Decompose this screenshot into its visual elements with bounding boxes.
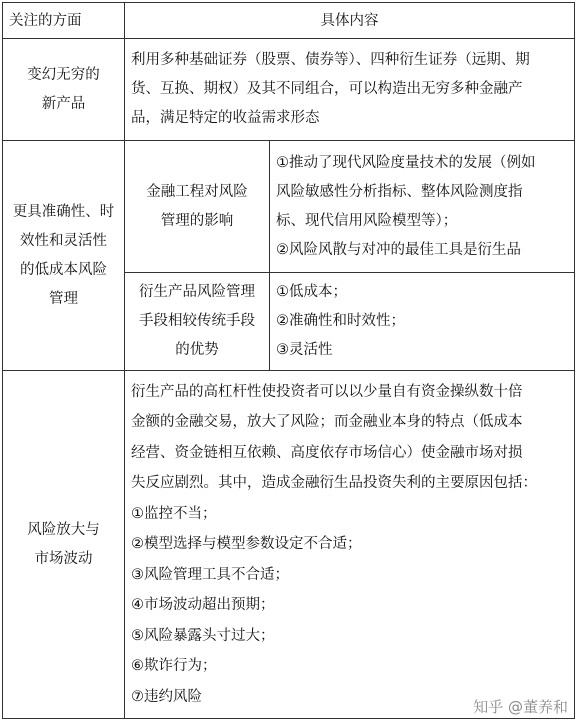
row3-aspect-line: 风险放大与 xyxy=(27,521,100,538)
sub1-content-line: ①推动了现代风险度量技术的发展（例如 xyxy=(276,154,536,171)
row2-aspect-line: 效性和灵活性 xyxy=(20,232,107,249)
sub1-label-line: 金融工程对风险 xyxy=(146,183,248,200)
row3-content-line: ①监控不当； xyxy=(131,505,217,522)
sub1-content-line: ②风险风散与对冲的最佳工具是衍生品 xyxy=(276,241,521,258)
sub2-content-line: ③灵活性 xyxy=(276,342,333,358)
row1-aspect-line: 变幻无穷的 xyxy=(27,66,100,83)
row3-content-line: ⑦违约风险 xyxy=(131,688,202,705)
table-row xyxy=(3,39,575,141)
row3-content-line: 衍生产品的高杠杆性使投资者可以以少量自有资金操纵数十倍 xyxy=(131,383,523,400)
row3-content-line: ③风险管理工具不合适； xyxy=(131,566,289,583)
table-row xyxy=(3,141,575,273)
row3-aspect-line: 市场波动 xyxy=(34,550,93,567)
sub2-label-line: 的优势 xyxy=(175,342,219,358)
row1-content-line: 货、互换、期权）及其不同组合，可以构造出无穷多种金融产 xyxy=(131,81,523,97)
row3-content-line: ②模型选择与模型参数设定不合适； xyxy=(131,536,362,553)
sub2-content-line: ②准确性和时效性； xyxy=(276,313,405,329)
sub2-content-line: ①低成本； xyxy=(276,284,347,300)
row2-sub2-content xyxy=(270,273,575,371)
row3-content-line: 金额的金融交易，放大了风险；而金融业本身的特点（低成本 xyxy=(131,414,523,431)
table-row xyxy=(3,371,575,719)
sub2-label-line: 手段相较传统手段 xyxy=(139,313,255,329)
sub1-content-line: 风险敏感性分析指标、整体风险测度指 xyxy=(276,183,523,200)
row1-content xyxy=(125,39,575,141)
row1-aspect-line: 新产品 xyxy=(41,95,86,112)
sub2-label-line: 衍生产品风险管理 xyxy=(139,284,255,300)
header-content: 具体内容 xyxy=(125,3,575,39)
row3-content-line: 失反应剧烈。其中，造成金融衍生品投资失利的主要原因包括： xyxy=(131,475,537,492)
row2-aspect-line: 管理 xyxy=(49,290,78,307)
row3-content xyxy=(125,371,575,719)
row3-content-line: ⑤风险暴露头寸过大； xyxy=(131,627,275,644)
row2-aspect-line: 的低成本风险 xyxy=(20,261,107,278)
row3-content-line: ⑥欺诈行为； xyxy=(131,658,217,675)
row2-sub1-content xyxy=(270,141,575,273)
row3-content-line: 经营、资金链相互依赖、高度依存市场信心）使金融市场对损 xyxy=(131,444,523,461)
row1-content-line: 利用多种基础证券（股票、债券等）、四种衍生证券（远期、期 xyxy=(131,52,530,68)
table-header-row xyxy=(3,3,575,39)
sub1-content-line: 标、现代信用风险模型等）； xyxy=(276,212,458,229)
zhihu-watermark xyxy=(473,696,568,717)
header-aspect: 关注的方面 xyxy=(3,3,125,39)
watermark-text: 知乎 @董养和 xyxy=(473,698,568,716)
row1-aspect xyxy=(3,39,125,141)
row2-aspect xyxy=(3,141,125,371)
row2-aspect-line: 更具准确性、时 xyxy=(12,203,115,220)
row3-content-line: ④市场波动超出预期； xyxy=(131,597,275,614)
content-table xyxy=(2,2,575,719)
sub1-label-line: 管理的影响 xyxy=(160,212,234,229)
row1-content-line: 品，满足特定的收益需求形态 xyxy=(131,110,320,126)
row3-aspect xyxy=(3,371,125,719)
row2-sub1-label xyxy=(125,141,270,273)
row2-sub2-label xyxy=(125,273,270,371)
